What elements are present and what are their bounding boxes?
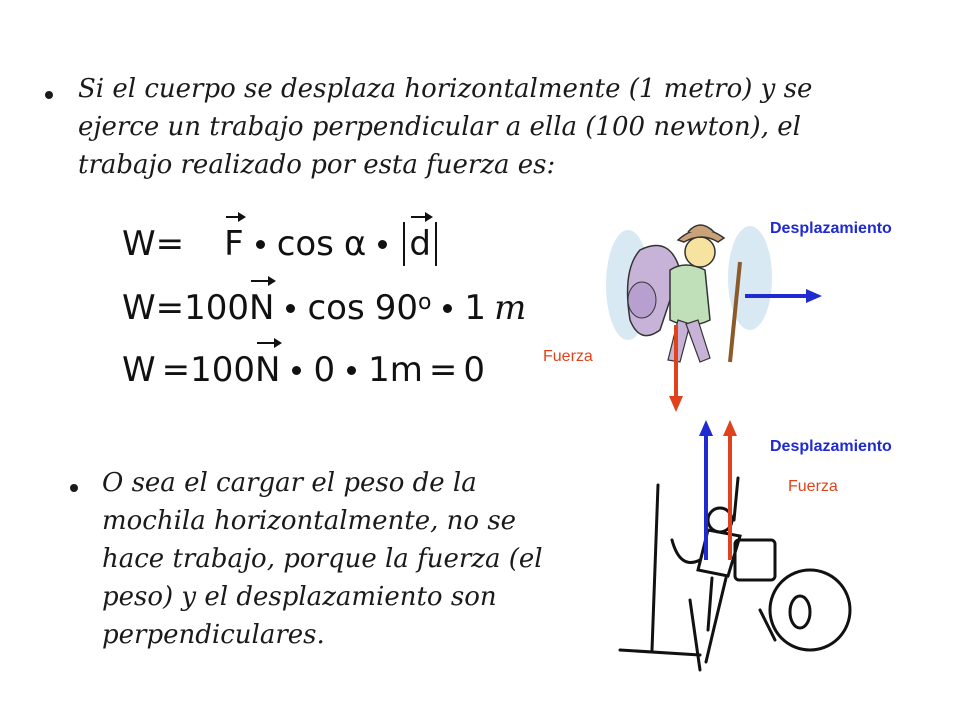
eq2-unit: m <box>494 288 527 328</box>
eq2-num: 100 <box>184 288 250 328</box>
eq3-equals-2: = <box>428 350 458 390</box>
hiker-illustration <box>606 225 772 362</box>
bullet-top-line-2: ejerce un trabajo perpendicular a ella (100 newton), el <box>78 112 801 142</box>
eq1-force-vector: F <box>224 224 244 264</box>
displacement-arrowhead-bottom <box>699 420 713 436</box>
eq2-w: W <box>122 288 156 328</box>
label-displacement-bottom: Desplazamiento <box>770 438 892 455</box>
eq1-equals: = <box>155 224 185 264</box>
eq1-alpha: α <box>343 224 367 264</box>
eq2-equals: = <box>155 288 185 328</box>
eq3-equals: = <box>161 350 191 390</box>
eq1-cos: cos <box>276 224 334 264</box>
eq3-meter: 1m <box>368 350 423 390</box>
eq2-degree: o <box>417 289 432 315</box>
displacement-arrowhead-top <box>806 289 822 303</box>
bullet-bottom-line-2: mochila horizontalmente, no se <box>102 506 517 536</box>
eq3-result: 0 <box>463 350 486 390</box>
eq3-newton-vector: N <box>255 350 280 390</box>
worker-illustration <box>620 478 850 670</box>
bullet-bottom-line-4: peso) y el desplazamiento son <box>102 582 497 612</box>
label-force-top: Fuerza <box>543 348 593 365</box>
bullet-top-line-1: Si el cuerpo se desplaza horizontalmente (1 metro) y se <box>78 74 813 104</box>
force-arrowhead-bottom <box>723 420 737 436</box>
label-displacement-top: Desplazamiento <box>770 220 892 237</box>
eq2-angle: 90 <box>374 288 418 328</box>
eq3-w: W <box>122 350 156 390</box>
bullet-bottom-line-5: perpendiculares. <box>102 620 325 650</box>
force-arrowhead-top <box>669 396 683 412</box>
eq2-cos: cos <box>307 288 365 328</box>
label-force-bottom: Fuerza <box>788 478 838 495</box>
bullet-bottom-line-3: hace trabajo, porque la fuerza (el <box>102 544 543 574</box>
eq3-zero: 0 <box>313 350 336 390</box>
eq2-newton-vector: N <box>249 288 274 328</box>
bullet-bottom-line-1: O sea el cargar el peso de la <box>102 468 477 498</box>
eq3-num: 100 <box>190 350 256 390</box>
eq2-one: 1 <box>464 288 487 328</box>
eq1-displacement-vector: d <box>409 224 431 264</box>
eq1-w: W <box>122 224 156 264</box>
bullet-top-line-3: trabajo realizado por esta fuerza es: <box>78 150 556 180</box>
